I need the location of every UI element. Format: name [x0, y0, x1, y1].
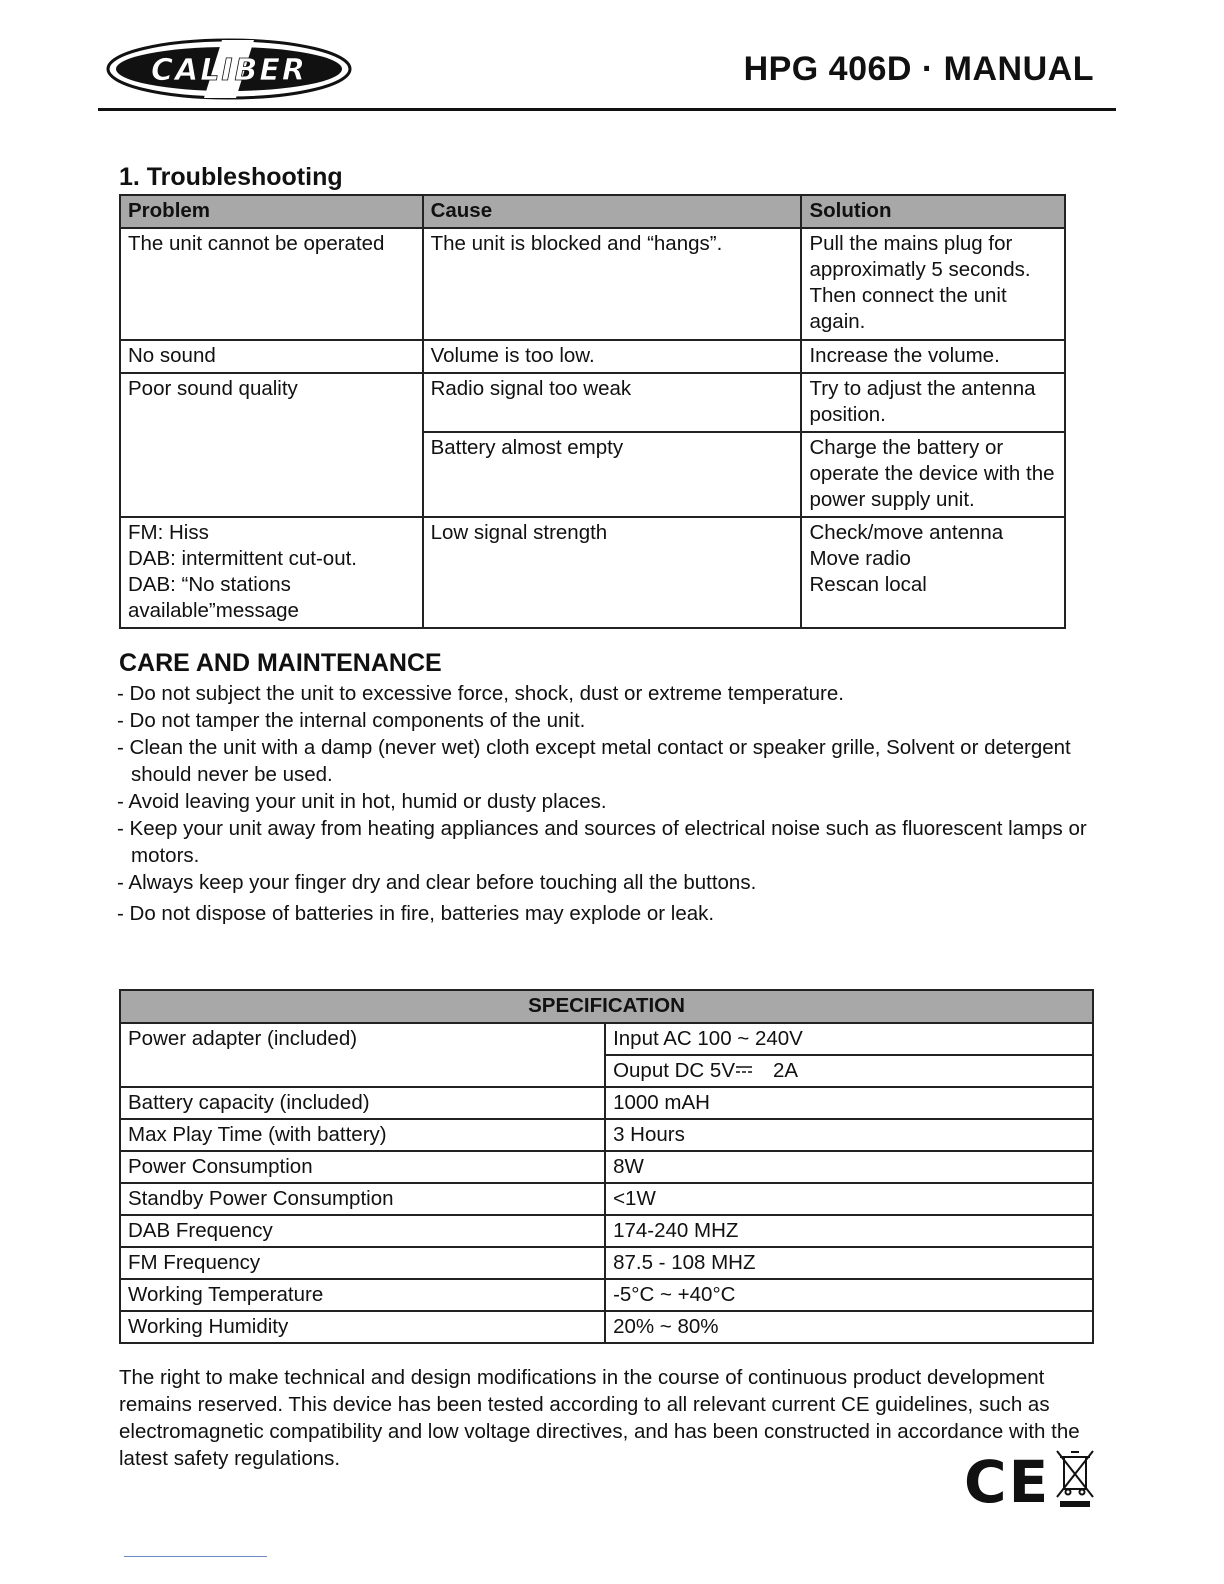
table-row: [120, 1247, 1093, 1279]
weee-bar: [1060, 1501, 1090, 1507]
list-item: - Clean the unit with a damp (never wet) cloth except metal contact or speaker grille, Solvent or detergent should never be used.: [117, 736, 1071, 786]
table-row: [120, 1183, 1093, 1215]
spec-label: DAB Frequency: [120, 1215, 605, 1247]
care-heading: CARE AND MAINTENANCE: [119, 649, 442, 677]
spec-label: Power Consumption: [120, 1151, 605, 1183]
output-prefix: Ouput DC 5V: [613, 1059, 735, 1082]
troubleshooting-table: [119, 194, 1066, 629]
table-row: [120, 340, 1065, 373]
table-row: [120, 1023, 1093, 1055]
cause-cell: Low signal strength: [423, 517, 802, 628]
table-row: [120, 517, 1065, 628]
spec-value: <1W: [605, 1183, 1093, 1215]
cause-cell: Volume is too low.: [423, 340, 802, 373]
cause-cell: Battery almost empty: [423, 432, 802, 517]
spec-label: FM Frequency: [120, 1247, 605, 1279]
page-header: [98, 30, 1116, 111]
specification-table: [119, 989, 1094, 1344]
bottom-link-underline: [124, 1556, 267, 1557]
weee-bin-icon: [1057, 1451, 1093, 1497]
problem-cell: Poor sound quality: [120, 373, 423, 517]
solution-cell: Try to adjust the antenna position.: [801, 373, 1065, 432]
table-row: [120, 1119, 1093, 1151]
solution-cell: Increase the volume.: [801, 340, 1065, 373]
solution-cell: Charge the battery or operate the device with the power supply unit.: [801, 432, 1065, 517]
table-row: [120, 373, 1065, 432]
problem-cell: [120, 517, 423, 628]
spec-label: Power adapter (included): [120, 1023, 605, 1087]
problem-cell: No sound: [120, 340, 423, 373]
caliber-logo: [104, 36, 354, 102]
problem-line: DAB: intermittent cut-out.: [128, 547, 358, 570]
list-item: - Avoid leaving your unit in hot, humid or dusty places.: [117, 790, 607, 813]
spec-label: Battery capacity (included): [120, 1087, 605, 1119]
dc-symbol-icon: [735, 1064, 753, 1076]
table-row: [120, 1087, 1093, 1119]
spec-label: Max Play Time (with battery): [120, 1119, 605, 1151]
care-list: [117, 680, 1107, 927]
solution-line: Rescan local: [809, 573, 927, 596]
problem-cell: The unit cannot be operated: [120, 228, 423, 340]
cause-cell: The unit is blocked and “hangs”.: [423, 228, 802, 340]
spec-value: 1000 mAH: [605, 1087, 1093, 1119]
troubleshooting-heading: 1. Troubleshooting: [119, 163, 343, 191]
spec-value: 87.5 - 108 MHZ: [605, 1247, 1093, 1279]
table-row: [120, 1279, 1093, 1311]
spec-label: Working Temperature: [120, 1279, 605, 1311]
solution-line: Check/move antenna: [809, 521, 1004, 544]
solution-line: Move radio: [809, 547, 911, 570]
table-header-row: [120, 195, 1065, 228]
spec-value: 20% ~ 80%: [605, 1311, 1093, 1343]
table-row: [120, 228, 1065, 340]
spec-label: Standby Power Consumption: [120, 1183, 605, 1215]
spec-value: 3 Hours: [605, 1119, 1093, 1151]
spec-value: -5°C ~ +40°C: [605, 1279, 1093, 1311]
column-header-solution: Solution: [801, 195, 1065, 228]
table-row: [120, 1311, 1093, 1343]
column-header-cause: Cause: [423, 195, 802, 228]
list-item: - Do not subject the unit to excessive force, shock, dust or extreme temperature.: [117, 682, 844, 705]
solution-cell: [801, 517, 1065, 628]
table-row: [120, 1151, 1093, 1183]
spec-value: Input AC 100 ~ 240V: [605, 1023, 1093, 1055]
list-item: - Keep your unit away from heating appliances and sources of electrical noise such as fluorescent lamps or motors.: [117, 817, 1087, 867]
manual-title: HPG 406D · MANUAL: [743, 50, 1094, 88]
legal-notice: The right to make technical and design modifications in the course of continuous product development remains reserved. This device has been tested according to all relevant current CE guidelines, such as electromagnetic compatibility and low voltage directives, and has been constructed in accordance with the latest safety regulations.: [119, 1366, 1080, 1470]
specification-title: SPECIFICATION: [120, 990, 1093, 1023]
output-suffix: 2A: [773, 1059, 799, 1082]
problem-line: FM: Hiss: [128, 521, 209, 544]
table-header-row: [120, 990, 1093, 1023]
solution-cell: Pull the mains plug for approximatly 5 seconds. Then connect the unit again.: [801, 228, 1065, 340]
logo-text: CALIBER: [151, 53, 307, 88]
ce-mark-icon: CE: [964, 1448, 1051, 1513]
spec-value: [605, 1055, 1093, 1087]
compliance-marks: [964, 1447, 1096, 1513]
spec-value: 174-240 MHZ: [605, 1215, 1093, 1247]
problem-line: DAB: “No stations available”message: [128, 573, 299, 622]
column-header-problem: Problem: [120, 195, 423, 228]
cause-cell: Radio signal too weak: [423, 373, 802, 432]
spec-label: Working Humidity: [120, 1311, 605, 1343]
spec-value: 8W: [605, 1151, 1093, 1183]
table-row: [120, 1215, 1093, 1247]
list-item: - Always keep your finger dry and clear before touching all the buttons.: [117, 871, 757, 894]
list-item: - Do not tamper the internal components of the unit.: [117, 709, 586, 732]
list-item: - Do not dispose of batteries in fire, batteries may explode or leak.: [117, 902, 715, 925]
